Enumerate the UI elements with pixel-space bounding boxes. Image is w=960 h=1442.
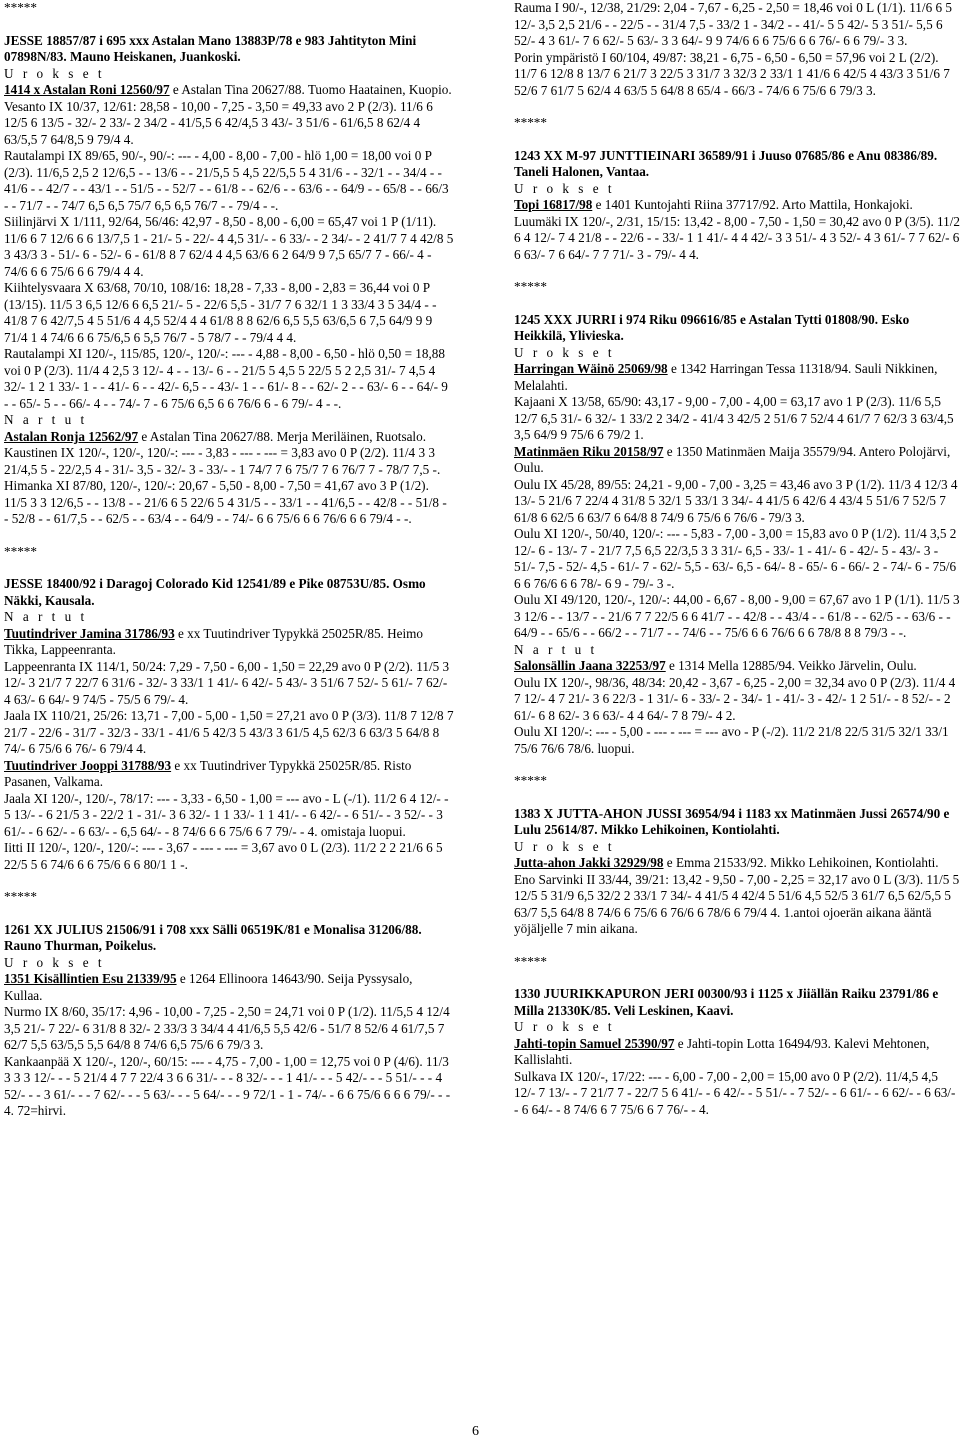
section-separator: ***** xyxy=(514,115,547,130)
section-separator: ***** xyxy=(4,0,37,15)
group-label: N a r t u t xyxy=(4,412,88,427)
trial-result: Rauma I 90/-, 12/38, 21/29: 2,04 - 7,67 - 6,25 - 2,50 = 18,46 voi 0 L (1/1). 11/6 6 5 12/- 3,5 2,5 21/6 - - 22/5 - - 31/4 7,5 - 33/2 1 - 34/2 - - 41/- 5 5 42/- 5 3 51/- 5,5 6 52/- 4 3 61/- 7 6 62/- 5 63/- 3 3 64/- 9 9 74/6 6 6 75/6 6 6 76/- 6 6 79/- 3 3. xyxy=(514,0,952,48)
offspring-name: Jahti-topin Samuel 25390/97 e Jahti-topin Lotta 16494/93. Kalevi Mehtonen, Kallislahti. xyxy=(514,1035,930,1067)
trial-result: Rautalampi XI 120/-, 115/85, 120/-, 120/-: --- - 4,88 - 8,00 - 6,50 - hlö 0,50 = 18,88 voi 0 P (2/3). 11/4 4 2,5 3 12/- 4 - - 13/- 6 - - 21/5 5 4,5 5 22/5 5 2 2,5 31/- 7 4,5 4 32/- 1 2 1 33/- 1 - - 41/- 6 - - 42/- 6,5 - - 43/- 1 - - 61/- 8 - - 62/- 2 - - 63/- 6 - - 64/- 9 - - 65/- 5 - - 66/- 4 - - 74/- 7 - 6 75/6 6,5 6 6 76/6 6 - 6 79/- 4 - -. xyxy=(4,346,448,411)
trial-result: Vesanto IX 10/37, 12/61: 28,58 - 10,00 - 7,25 - 3,50 = 49,33 avo 2 P (2/3). 11/6 6 12/5 6 13/5 - 32/- 2 33/- 2 34/2 - 41/5,5 6 42/4,5 3 43/- 3 51/6 - 61/6,5 8 62/4 4 63/5,5 7 64/8,5 9 79/4 4. xyxy=(4,98,433,147)
group-label: U r o k s e t xyxy=(4,65,105,81)
trial-result: Kankaanpää X 120/-, 120/-, 60/15: --- - 4,75 - 7,00 - 1,00 = 12,75 voi 0 P (4/6). 11/3 3 3 3 12/- - - 5 21/4 4 7 7 22/4 3 6 6 31/- - - 8 32/- - - 1 41/- - - 5 42/- - - 5 51/- - - 4 52/- - - 3 61/- - - 7 62/- - - 5 63/- - - 5 64/- - - 9 72/1 - 1 - 74/- - 6 6 75/6 6 6 6 79/- - - 4. 72=hirvi. xyxy=(4,1053,451,1118)
trial-result: Jaala IX 110/21, 25/26: 13,71 - 7,00 - 5,00 - 1,50 = 27,21 avo 0 P (3/3). 11/8 7 12/8 7 21/7 - 22/6 - 31/7 - 32/3 - 33/1 - 41/6 5 42/3 5 43/3 3 61/5 4,5 62/3 6 63/3 5 64/8 8 74/- 6 75/6 6 76/- 6 79/4 4. xyxy=(4,708,454,756)
offspring-name: 1351 Kisällintien Esu 21339/95 e 1264 Ellinoora 14643/90. Seija Pyssysalo, Kullaa. xyxy=(4,971,413,1003)
offspring-name: Tuutindriver Jooppi 31788/93 e xx Tuutindriver Typykkä 25025R/85. Risto Pasanen, Valkama. xyxy=(4,757,412,789)
left-column xyxy=(4,0,454,1120)
trial-result: Siilinjärvi X 1/111, 92/64, 56/46: 42,97 - 8,50 - 8,00 - 6,00 = 65,47 voi 1 P (1/11). 11/6 6 7 12/6 6 6 13/7,5 1 - 21/- 5 - 22/- 4 4,5 31/- - 6 33/- - 2 34/- - 2 41/7 7 4 42/8 5 3 43/3 3 - 51/- 6 - 52/- 6 - 61/8 8 7 62/4 4 4,5 63/6 6 2 64/9 9 7,5 65/7 7 - 66/- 4 - 74/6 6 6 75/6 6 6 79/4 4 4. xyxy=(4,214,454,279)
page-number: 6 xyxy=(472,1424,479,1439)
group-label: U r o k s e t xyxy=(4,954,105,970)
group-label: U r o k s e t xyxy=(514,344,615,360)
trial-result: Oulu XI 49/120, 120/-, 120/-: 44,00 - 6,67 - 8,00 - 9,00 = 67,67 avo 1 P (1/1). 11/5 3 3 12/6 - - 13/7 - - 21/6 7 7 22/5 6 6 41/7 - - 42/8 - - 43/4 - - 61/8 - - 62/5 - - 63/6 - - 64/9 - - 65/6 - - 66/2 - - 71/7 - - 74/6 - - 75/6 6 6 76/6 6 6 78/8 8 8 79/3 - -. xyxy=(514,592,960,640)
offspring-name: Jutta-ahon Jakki 32929/98 e Emma 21533/92. Mikko Lehikoinen, Kontiolahti. xyxy=(514,855,939,870)
trial-result: Kiihtelysvaara X 63/68, 70/10, 108/16: 18,28 - 7,33 - 8,00 - 2,83 = 36,44 voi 0 P (13/15). 11/5 3 6,5 12/6 6 6,5 21/- 5 - 22/6 5,5 - 31/7 7 6 32/1 1 3 33/4 3 5 34/4 - - 41/8 7 6 42/7,5 4 5 51/6 4 4,5 52/4 4 4 61/8 8 8 62/6 6,5 5,5 63/6,5 6 7,5 64/9 9 9 71/4 1 4 74/6 6 6 75/6,5 6 5,5 76/7 - 5 78/7 - - 79/4 4 4. xyxy=(4,280,437,345)
trial-result: Nurmo IX 8/60, 35/17: 4,96 - 10,00 - 7,25 - 2,50 = 24,71 voi 0 P (1/2). 11/5,5 4 12/4 3,5 21/- 7 22/- 6 31/8 8 32/- 2 33/3 3 34/4 4 41/6,5 5,5 42/6 - 51/7 8 52/6 4 61/7,5 7 62/7 5,5 63/5,5 5,5 64/8 8 74/6 6,5 75/6 6 79/3 3. xyxy=(4,1004,450,1052)
dog-heading: JESSE 18857/87 i 695 xxx Astalan Mano 13883P/78 e 983 Jahtityton Mini 07898N/83. Mauno Heiskanen, Juankoski. xyxy=(4,32,417,64)
trial-result: Oulu IX 120/-, 98/36, 48/34: 20,42 - 3,67 - 6,25 - 2,00 = 32,34 avo 0 P (2/3). 11/4 4 7 12/- 4 7 21/- 3 6 22/3 - 1 31/- 6 - 33/- 2 - 34/- 1 - 41/- 3 - 42/- 1 2 51/- - 8 52/- - 2 61/- 6 8 62/- 3 6 63/- 4 4 64/- 7 8 79/- 4 2. xyxy=(514,674,956,723)
offspring-name: Astalan Ronja 12562/97 e Astalan Tina 20627/88. Merja Meriläinen, Ruotsalo. xyxy=(4,428,426,444)
section-separator: ***** xyxy=(4,889,37,904)
trial-result: Porin ympäristö I 60/104, 49/87: 38,21 - 6,75 - 6,50 - 6,50 = 57,96 voi 2 L (2/2). 11/7 6 12/8 8 13/7 6 21/7 3 22/5 3 31/7 3 32/3 2 33/1 1 41/6 6 42/5 4 43/3 3 51/6 7 52/6 7 61/7 5 62/4 4 63/5 5 64/8 8 65/4 - 66/3 - 74/6 6 75/6 6 79/3 3. xyxy=(514,49,950,98)
group-label: U r o k s e t xyxy=(514,838,615,854)
offspring-name: Salonsällin Jaana 32253/97 e 1314 Mella 12885/94. Veikko Järvelin, Oulu. xyxy=(514,658,917,673)
trial-result: Rautalampi IX 89/65, 90/-, 90/-: --- - 4,00 - 8,00 - 7,00 - hlö 1,00 = 18,00 voi 0 P (2/3). 11/6,5 2,5 2 12/6,5 - - 13/6 - - 21/5,5 5 4,5 22/5,5 5 4 31/6 - - 32/1 - - 34/4 - - 41/6 - - 42/7 - - 43/1 - - 51/5 - - 52/7 - - 61/8 - - 62/6 - - 63/6 - - 64/9 - - 65/8 - - 66/3 - - 71/7 - - 74/7 6,5 6,5 75/7 6,5 6,5 76/7 - - 79/4 - -. xyxy=(4,148,449,213)
offspring-name: Harringan Wäinö 25069/98 e 1342 Harringan Tessa 11318/94. Sauli Nikkinen, Melalahti. xyxy=(514,361,938,393)
right-column xyxy=(514,0,960,1118)
trial-result: Sulkava IX 120/-, 17/22: --- - 6,00 - 7,00 - 2,00 = 15,00 avo 0 P (2/2). 11/4,5 4,5 12/- 7 13/- - 7 21/7 7 - 22/7 5 6 41/- - 6 42/- - 5 51/- - 7 52/- - 6 61/- - 6 62/- - 6 63/- - 6 64/- - 8 74/6 6 7 75/6 6 7 76/- - 4. xyxy=(514,1068,956,1117)
group-label: N a r t u t xyxy=(514,641,598,657)
trial-result: Jaala XI 120/-, 120/-, 78/17: --- - 3,33 - 6,50 - 1,00 = --- avo - L (-/1). 11/2 6 4 12/- - 5 13/- - 6 21/5 3 - 22/2 1 - 31/- 3 6 32/- 1 1 33/- 1 1 41/- - 6 42/- - 6 51/- - 3 52/- - 3 61/- - 6 62/- - 6 63/- - 6,5 64/- - 8 74/6 6 6 75/6 6 7 79/- - 4. omistaja luopui. xyxy=(4,790,449,839)
dog-heading: 1245 XXX JURRI i 974 Riku 096616/85 e Astalan Tytti 01808/90. Esko Heikkilä, Ylivieska. xyxy=(514,311,910,343)
trial-result: Kajaani X 13/58, 65/90: 43,17 - 9,00 - 7,00 - 4,00 = 63,17 avo 1 P (2/3). 11/6 5,5 12/7 6,5 31/- 6 32/- 1 33/2 2 34/2 - 41/4 3 42/5 2 51/6 7 52/4 4 61/7 7 62/3 3 63/4,5 3,5 64/9 9 75/6 6 79/2 1. xyxy=(514,394,954,442)
trial-result: Oulu XI 120/-: --- - 5,00 - --- - --- = --- avo - P (-/2). 11/2 21/8 22/5 31/5 32/1 33/1 75/6 76/6 78/6. luopui. xyxy=(514,724,949,756)
trial-result: Iitti II 120/-, 120/-, 120/-: --- - 3,67 - --- - --- = 3,67 avo 0 L (2/3). 11/2 2 2 21/6 6 5 22/5 5 6 74/6 6 6 75/6 6 6 80/1 1 -. xyxy=(4,840,443,872)
trial-result: Kaustinen IX 120/-, 120/-, 120/-: --- - 3,83 - --- - --- = 3,83 avo 0 P (2/2). 11/4 3 3 21/4,5 5 - 22/2,5 4 - 31/- 3,5 - 32/- 3 - 33/- - 1 74/7 7 6 75/7 7 6 76/7 7 - 78/7 7,5 -. xyxy=(4,445,441,477)
offspring-name: 1414 x Astalan Roni 12560/97 e Astalan Tina 20627/88. Tuomo Haatainen, Kuopio. xyxy=(4,82,452,97)
offspring-name: Matinmäen Riku 20158/97 e 1350 Matinmäen Maija 35579/94. Antero Polojärvi, Oulu. xyxy=(514,443,951,475)
dog-heading: 1261 XX JULIUS 21506/91 i 708 xxx Sälli 06519K/81 e Monalisa 31206/88. Rauno Thurman, Poikelus. xyxy=(4,921,422,953)
dog-heading: 1243 XX M-97 JUNTTIEINARI 36589/91 i Juuso 07685/86 e Anu 08386/89. Taneli Halonen, Vantaa. xyxy=(514,147,938,179)
section-separator: ***** xyxy=(514,953,547,969)
group-label: U r o k s e t xyxy=(514,1019,615,1034)
group-label: N a r t u t xyxy=(4,609,88,624)
trial-result: Oulu XI 120/-, 50/40, 120/-: --- - 5,83 - 7,00 - 3,00 = 15,83 avo 0 P (1/2). 11/4 3,5 2 12/- 6 - 13/- 7 - 21/7 7,5 6,5 22/3,5 3 3 31/- 6,5 - 33/- 1 - 41/- 6 - 42/- 5 - 43/- 3 - 51/- 7,5 - 52/- 4,5 - 61/- 7 - 62/- 5,5 - 63/- 6,5 - 64/- 8 - 65/- 6 - 66/- 2 - 74/- 6 - 75/6 6 6 76/6 6 6 78/- 6 9 - 79/- 3 -. xyxy=(514,526,957,591)
section-separator: ***** xyxy=(4,543,37,559)
trial-result: Oulu IX 45/28, 89/55: 24,21 - 9,00 - 7,00 - 3,25 = 43,46 avo 3 P (1/2). 11/3 4 12/3 4 13/- 5 21/6 7 22/4 4 31/8 5 32/1 5 33/1 3 34/- 4 41/5 6 42/6 4 43/4 5 51/6 7 52/5 7 61/8 6 62/5 6 63/7 6 64/8 8 74/9 6 75/6 6 76/6 - 79/3 3. xyxy=(514,476,958,525)
dog-heading: 1330 JUURIKKAPURON JERI 00300/93 i 1125 x Jiiällän Raiku 23791/86 e Milla 21330K/85. Veli Leskinen, Kaavi. xyxy=(514,986,939,1018)
dog-heading: JESSE 18400/92 i Daragoj Colorado Kid 12541/89 e Pike 08753U/85. Osmo Näkki, Kausala. xyxy=(4,576,426,608)
offspring-name: Topi 16817/98 e 1401 Kuntojahti Riina 37717/92. Arto Mattila, Honkajoki. xyxy=(514,197,913,212)
trial-result: Luumäki IX 120/-, 2/31, 15/15: 13,42 - 8,00 - 7,50 - 1,50 = 30,42 avo 0 P (3/5). 11/2 6 4 12/- 7 4 21/8 - - 22/6 - - 33/- 1 1 41/- 4 4 42/- 3 3 51/- 4 3 52/- 4 3 61/- 7 7 62/- 6 6 63/- 7 6 64/- 7 7 71/- 3 - 79/- 4 4. xyxy=(514,213,960,262)
section-separator: ***** xyxy=(514,773,547,788)
dog-heading: 1383 X JUTTA-AHON JUSSI 36954/94 i 1183 xx Matinmäen Jussi 26574/90 e Lulu 25614/87. Mikko Lehikoinen, Kontiolahti. xyxy=(514,805,950,837)
trial-result: Himanka XI 87/80, 120/-, 120/-: 20,67 - 5,50 - 8,00 - 7,50 = 41,67 avo 3 P (1/2). 11/5 3 3 12/6,5 - - 13/8 - - 21/6 6 5 22/6 5 4 31/5 - - 33/1 - - 41/6,5 - - 42/8 - - 51/8 - - 52/8 - - 61/7,5 - - 62/5 - - 63/4 - - 64/9 - - 74/- 6 6 75/6 6 6 76/6 6 6 79/4 - -. xyxy=(4,478,447,526)
trial-result: Eno Sarvinki II 33/44, 39/21: 13,42 - 9,50 - 7,00 - 2,25 = 32,17 avo 0 L (3/3). 11/5 5 12/5 5 31/9 6,5 32/2 2 33/1 7 34/- 4 41/5 4 42/4 5 51/6 4,5 52/5 3 61/7 6,5 62/5,5 5 63/7 5,5 64/8 8 74/6 6 75/6 6 76/6 6 78/6 6 79/4 4. 1.antoi ojoerän aikana ääntä yöjäljelle 7 min aikana. xyxy=(514,871,960,936)
group-label: U r o k s e t xyxy=(514,180,615,196)
trial-result: Lappeenranta IX 114/1, 50/24: 7,29 - 7,50 - 6,00 - 1,50 = 22,29 avo 0 P (2/2). 11/5 3 12/- 3 21/7 7 22/7 6 31/6 - 32/- 3 33/1 1 41/- 6 42/- 5 43/- 3 51/6 7 52/- 5 61/- 7 62/- 4 63/- 6 64/- 9 74/5 - 75/5 6 79/- 4. xyxy=(4,658,450,707)
offspring-name: Tuutindriver Jamina 31786/93 e xx Tuutindriver Typykkä 25025R/85. Heimo Tikka, Lappeenranta. xyxy=(4,625,424,657)
section-separator: ***** xyxy=(514,279,547,294)
